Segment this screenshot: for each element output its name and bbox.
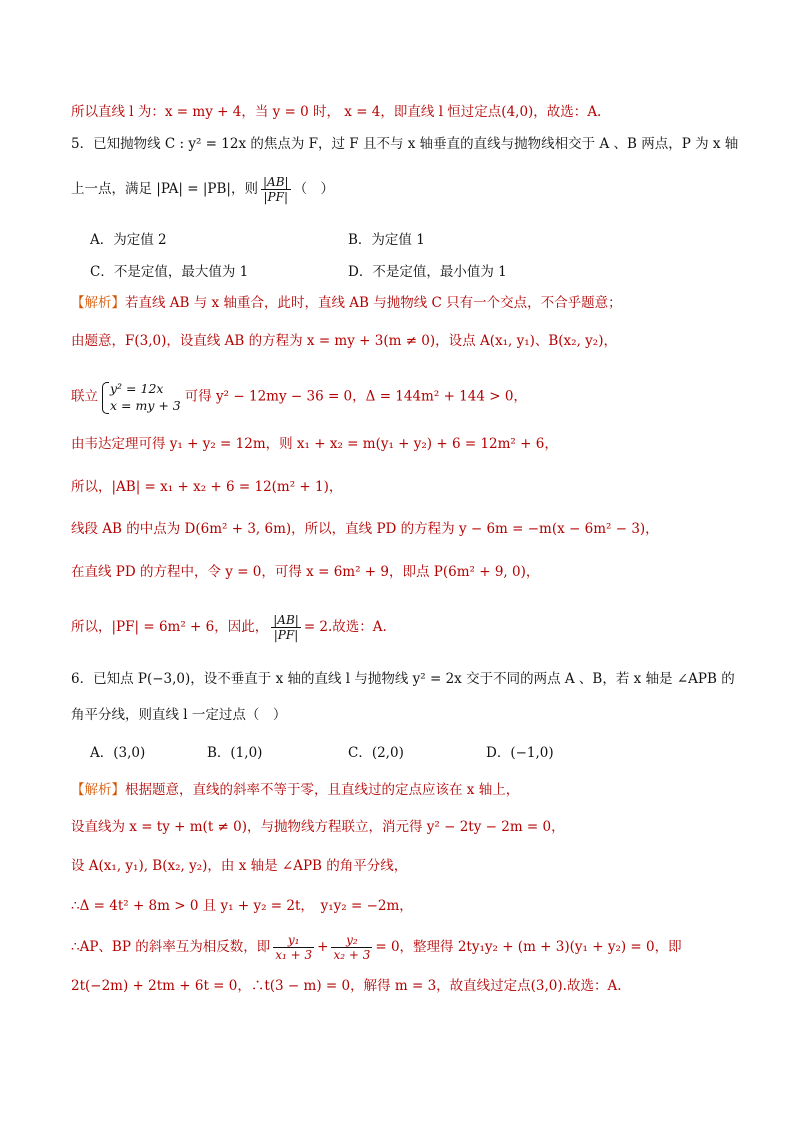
q5-solution-line1 bbox=[71, 293, 741, 313]
q6-solution-text5b: = 0，整理得 2ty₁y₂ + (m + 3)(y₁ + y₂) = 0，即 bbox=[375, 939, 682, 955]
q5-option-a: A．为定值 2 bbox=[90, 232, 167, 248]
q6-plus: + bbox=[317, 939, 329, 955]
q5-blank: （ ） bbox=[293, 181, 335, 197]
q5-solution-text3: 可得 y² − 12my − 36 = 0，Δ = 144m² + 144 > 0， bbox=[184, 388, 527, 405]
q5-solution-line5: 所以，|AB| = x₁ + x₂ + 6 = 12(m² + 1)， bbox=[71, 479, 343, 495]
q5-solution-line6: 线段 AB 的中点为 D(6m² + 3, 6m)，所以，直线 PD 的方程为 y − 6m = −m(x − 6m² − 3)， bbox=[71, 521, 659, 537]
q6-fraction-2 bbox=[331, 933, 372, 962]
q5-stem-text: 上一点，满足 |PA| = |PB|，则 bbox=[71, 181, 258, 197]
q5-solution-line4: 由韦达定理可得 y₁ + y₂ = 12m，则 x₁ + x₂ = m(y₁ + y₂) + 6 = 12m² + 6， bbox=[71, 436, 558, 452]
q5-frac-num: |AB| bbox=[262, 175, 289, 189]
q6-frac2-den: x₂ + 3 bbox=[333, 948, 371, 962]
q5-solution-text1: 若直线 AB 与 x 轴重合，此时，直线 AB 与抛物线 C 只有一个交点，不合乎题意； bbox=[125, 295, 622, 311]
q6-solution-line4: ∴Δ = 4t² + 8m > 0 且 y₁ + y₂ = 2t， y₁y₂ = −2m， bbox=[71, 898, 413, 914]
q6-solution-line2: 设直线为 x = ty + m(t ≠ 0)，与抛物线方程联立，消元得 y² − 2ty − 2m = 0， bbox=[71, 819, 565, 835]
q5-answer: A. bbox=[372, 619, 387, 635]
q6-solution-text6: 2t(−2m) + 2tm + 6t = 0，∴t(3 − m) = 0，解得 m = 3，故直线过定点(3,0).故选： bbox=[71, 978, 608, 994]
q5-frac-den: |PF| bbox=[263, 190, 289, 204]
q6-option-a: A．(3,0) bbox=[90, 745, 146, 761]
q6-solution-line6 bbox=[71, 976, 741, 996]
q6-frac1-num: y₁ bbox=[273, 933, 314, 948]
q5-solution-line2: 由题意，F(3,0)，设直线 AB 的方程为 x = my + 3(m ≠ 0)，设点 A(x₁, y₁)、B(x₂, y₂)， bbox=[71, 333, 617, 349]
prev-answer: A. bbox=[587, 104, 602, 120]
q6-solution-line1 bbox=[71, 780, 741, 800]
q5-lianli: 联立 bbox=[71, 388, 98, 405]
q5-option-c: C．不是定值，最大值为 1 bbox=[90, 264, 249, 280]
q6-solution-line3: 设 A(x₁, y₁), B(x₂, y₂)，由 x 轴是 ∠APB 的角平分线， bbox=[71, 858, 408, 874]
q5-result-num: |AB| bbox=[273, 613, 299, 627]
prev-solution-line bbox=[71, 102, 741, 122]
q5-stem-line1: 5．已知抛物线 C : y² = 12x 的焦点为 F，过 F 且不与 x 轴垂直的直线与抛物线相交于 A 、B 两点，P 为 x 轴 bbox=[71, 136, 739, 152]
q6-stem-line2: 角平分线，则直线 l 一定过点（ ） bbox=[71, 707, 287, 723]
q6-option-c: C．(2,0) bbox=[348, 745, 404, 761]
q6-solution-text5: ∴AP、BP 的斜率互为相反数，即 bbox=[71, 939, 271, 955]
q6-solution-text1: 根据题意，直线的斜率不等于零，且直线过的定点应该在 x 轴上， bbox=[125, 782, 520, 798]
q5-solution-line8 bbox=[71, 613, 741, 642]
q5-solution-text8: 所以，|PF| = 6m² + 6，因此， bbox=[71, 619, 269, 635]
q5-result-den: |PF| bbox=[273, 628, 299, 642]
q6-frac2-num: y₂ bbox=[331, 933, 372, 948]
q5-equation-system bbox=[102, 380, 181, 414]
q5-stem-line2 bbox=[71, 175, 741, 204]
q5-fraction bbox=[261, 175, 291, 204]
q5-sys-eq1: y² = 12x bbox=[110, 381, 164, 396]
q5-solution-text8b: = 2.故选： bbox=[303, 619, 373, 635]
q6-option-d: D．(−1,0) bbox=[486, 745, 554, 761]
q5-solution-tag: 【解析】 bbox=[71, 295, 125, 311]
q6-fraction-1 bbox=[273, 933, 314, 962]
q5-sys-eq2: x = my + 3 bbox=[110, 398, 181, 413]
brace-icon bbox=[102, 382, 109, 414]
q5-option-b: B．为定值 1 bbox=[348, 232, 425, 248]
q5-solution-line7: 在直线 PD 的方程中，令 y = 0，可得 x = 6m² + 9，即点 P(6m² + 9, 0)， bbox=[71, 564, 540, 580]
q6-frac1-den: x₁ + 3 bbox=[275, 948, 313, 962]
q6-option-b: B．(1,0) bbox=[207, 745, 263, 761]
q5-solution-line3 bbox=[71, 380, 741, 414]
q6-answer: A. bbox=[607, 978, 622, 994]
q5-result-fraction bbox=[271, 613, 301, 642]
q6-solution-tag: 【解析】 bbox=[71, 782, 125, 798]
q6-solution-line5 bbox=[71, 933, 741, 962]
q6-stem-line1: 6．已知点 P(−3,0)，设不垂直于 x 轴的直线 l 与抛物线 y² = 2x 交于不同的两点 A 、B，若 x 轴是 ∠APB 的 bbox=[71, 671, 735, 687]
prev-solution-text: 所以直线 l 为：x = my + 4，当 y = 0 时， x = 4，即直线 l 恒过定点(4,0)，故选： bbox=[71, 104, 588, 120]
q5-option-d: D．不是定值，最小值为 1 bbox=[348, 264, 507, 280]
